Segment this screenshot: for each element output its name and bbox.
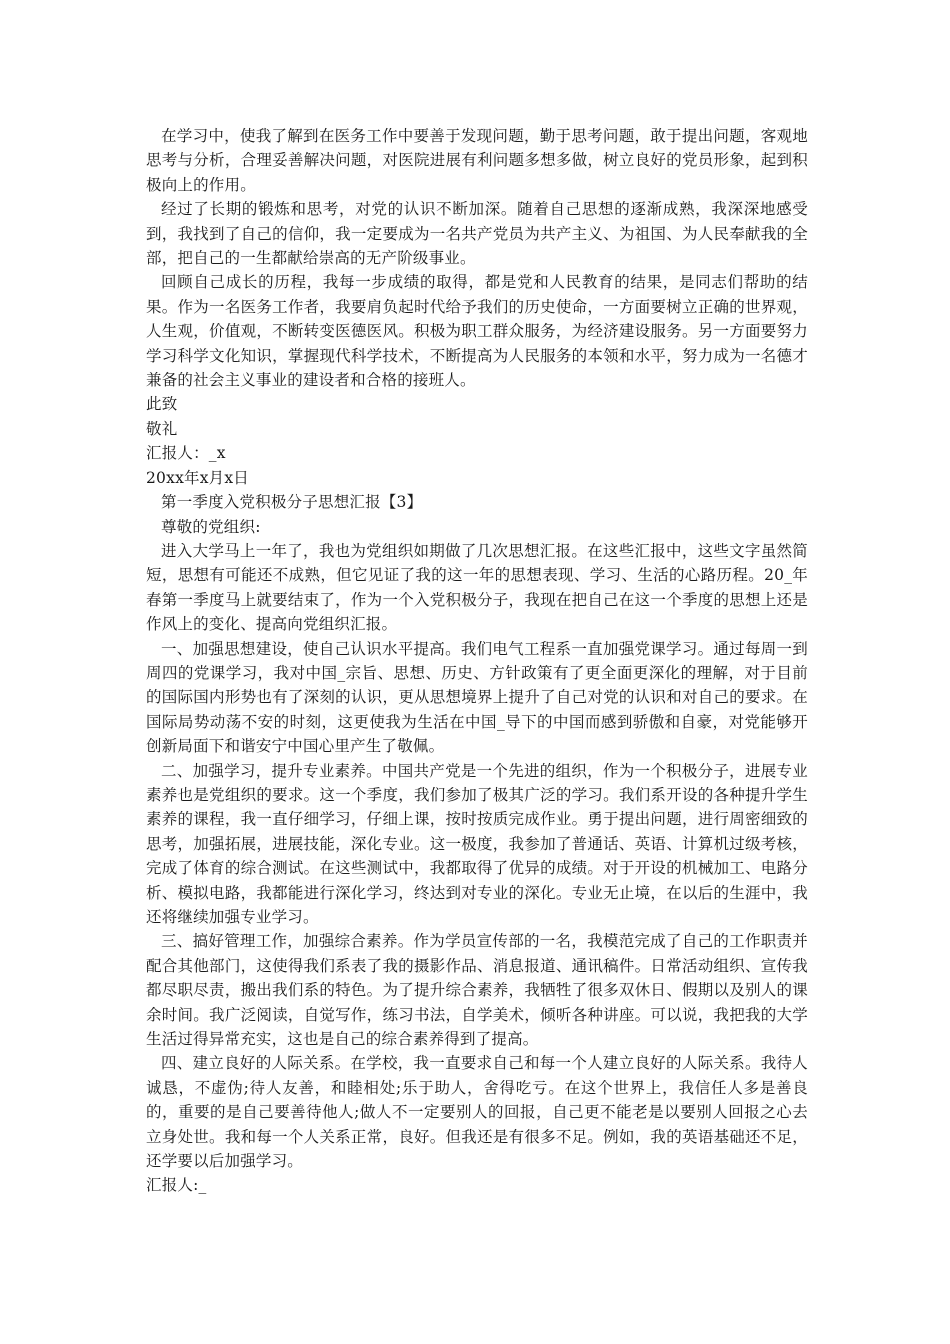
report-date: 20xx年x月x日 — [146, 468, 249, 487]
paragraph-review: 回顾自己成长的历程，我每一步成绩的取得，都是党和人民教育的结果，是同志们帮助的结果。作为一名医务工作者，我要肩负起时代给予我们的历史使命，一方面要树立正确的世界观，人生观，价值观，不断转变医德医风。积极为职工群众服务，为经济建设服务。另一方面要努力学习科学文化知识，掌握现代科学技术，不断提高为人民服务的本领和水平，努力成为一名德才兼备的社会主义事业的建设者和合格的接班人。 — [146, 273, 808, 390]
closing-line-1: 此致 — [146, 395, 178, 414]
salutation: 尊敬的党组织: — [161, 517, 261, 536]
paragraph-belief: 经过了长期的锻炼和思考，对党的认识不断加深。随着自己思想的逐渐成熟，我深深地感受到，我找到了自己的信仰，我一定要成为一名共产党员为共产主义、为祖国、为人民奉献我的全部，把自己的一生都献给崇高的无产阶级事业。 — [146, 200, 808, 268]
paragraph-point-1: 一、加强思想建设，使自己认识水平提高。我们电气工程系一直加强党课学习。通过每周一到周四的党课学习，我对中国_宗旨、思想、历史、方针政策有了更全面更深化的理解，对于目前的国际国内形势也有了深刻的认识，更从思想境界上提升了自己对党的认识和对自己的要求。在国际局势动荡不安的时刻，这更使我为生活在中国_导下的中国而感到骄傲和自豪，对党能够开创新局面下和谐安宁中国心里产生了敬佩。 — [146, 639, 808, 756]
document-page — [146, 124, 808, 1198]
paragraph-study: 在学习中，使我了解到在医务工作中要善于发现问题，勤于思考问题，敢于提出问题，客观地思考与分析，合理妥善解决问题，对医院进展有利问题多想多做，树立良好的党员形象，起到积极向上的作用。 — [146, 127, 808, 194]
paragraph-intro: 进入大学马上一年了，我也为党组织如期做了几次思想汇报。在这些汇报中，这些文字虽然简短，思想有可能还不成熟，但它见证了我的这一年的思想表现、学习、生活的心路历程。20_年春第一季度马上就要结束了，作为一个入党积极分子，我现在把自己在这一个季度的思想上还是作风上的变化、提高向党组织汇报。 — [146, 541, 808, 634]
reporter-signature-2: 汇报人:_ — [146, 1176, 207, 1195]
paragraph-point-2: 二、加强学习，提升专业素养。中国共产党是一个先进的组织，作为一个积极分子，进展专业素养也是党组织的要求。这一个季度，我们参加了极其广泛的学习。我们系开设的各种提升学生素养的课程，我一直仔细学习，仔细上课，按时按质完成作业。勇于提出问题，进行周密细致的思考，加强拓展，进展技能，深化专业。这一极度，我参加了普通话、英语、计算机过级考核，完成了体育的综合测试。在这些测试中，我都取得了优异的成绩。对于开设的机械加工、电路分析、模拟电路，我都能进行深化学习，终达到对专业的深化。专业无止境，在以后的生涯中，我还将继续加强专业学习。 — [146, 761, 808, 926]
reporter-signature: 汇报人：_x — [146, 444, 226, 463]
section-title: 第一季度入党积极分子思想汇报【3】 — [161, 493, 423, 512]
paragraph-point-4: 四、建立良好的人际关系。在学校，我一直要求自己和每一个人建立良好的人际关系。我待人诚恳，不虚伪;待人友善，和睦相处;乐于助人，舍得吃亏。在这个世界上，我信任人多是善良的，重要的是自己要善待他人;做人不一定要别人的回报，自己更不能老是以要别人回报之心去立身处世。我和每一个人关系正常，良好。但我还是有很多不足。例如，我的英语基础还不足，还学要以后加强学习。 — [146, 1054, 808, 1171]
closing-line-2: 敬礼 — [146, 419, 178, 438]
paragraph-point-3: 三、搞好管理工作，加强综合素养。作为学员宣传部的一名，我模范完成了自己的工作职责并配合其他部门，这使得我们系表了我的摄影作品、消息报道、通讯稿件。日常活动组织、宣传我都尽职尽责，搬出我们系的特色。为了提升综合素养，我牺牲了很多双休日、假期以及别人的课余时间。我广泛阅读，自觉写作，练习书法，自学美术，倾听各种讲座。可以说，我把我的大学生活过得异常充实，这也是自己的综合素养得到了提高。 — [146, 932, 808, 1049]
